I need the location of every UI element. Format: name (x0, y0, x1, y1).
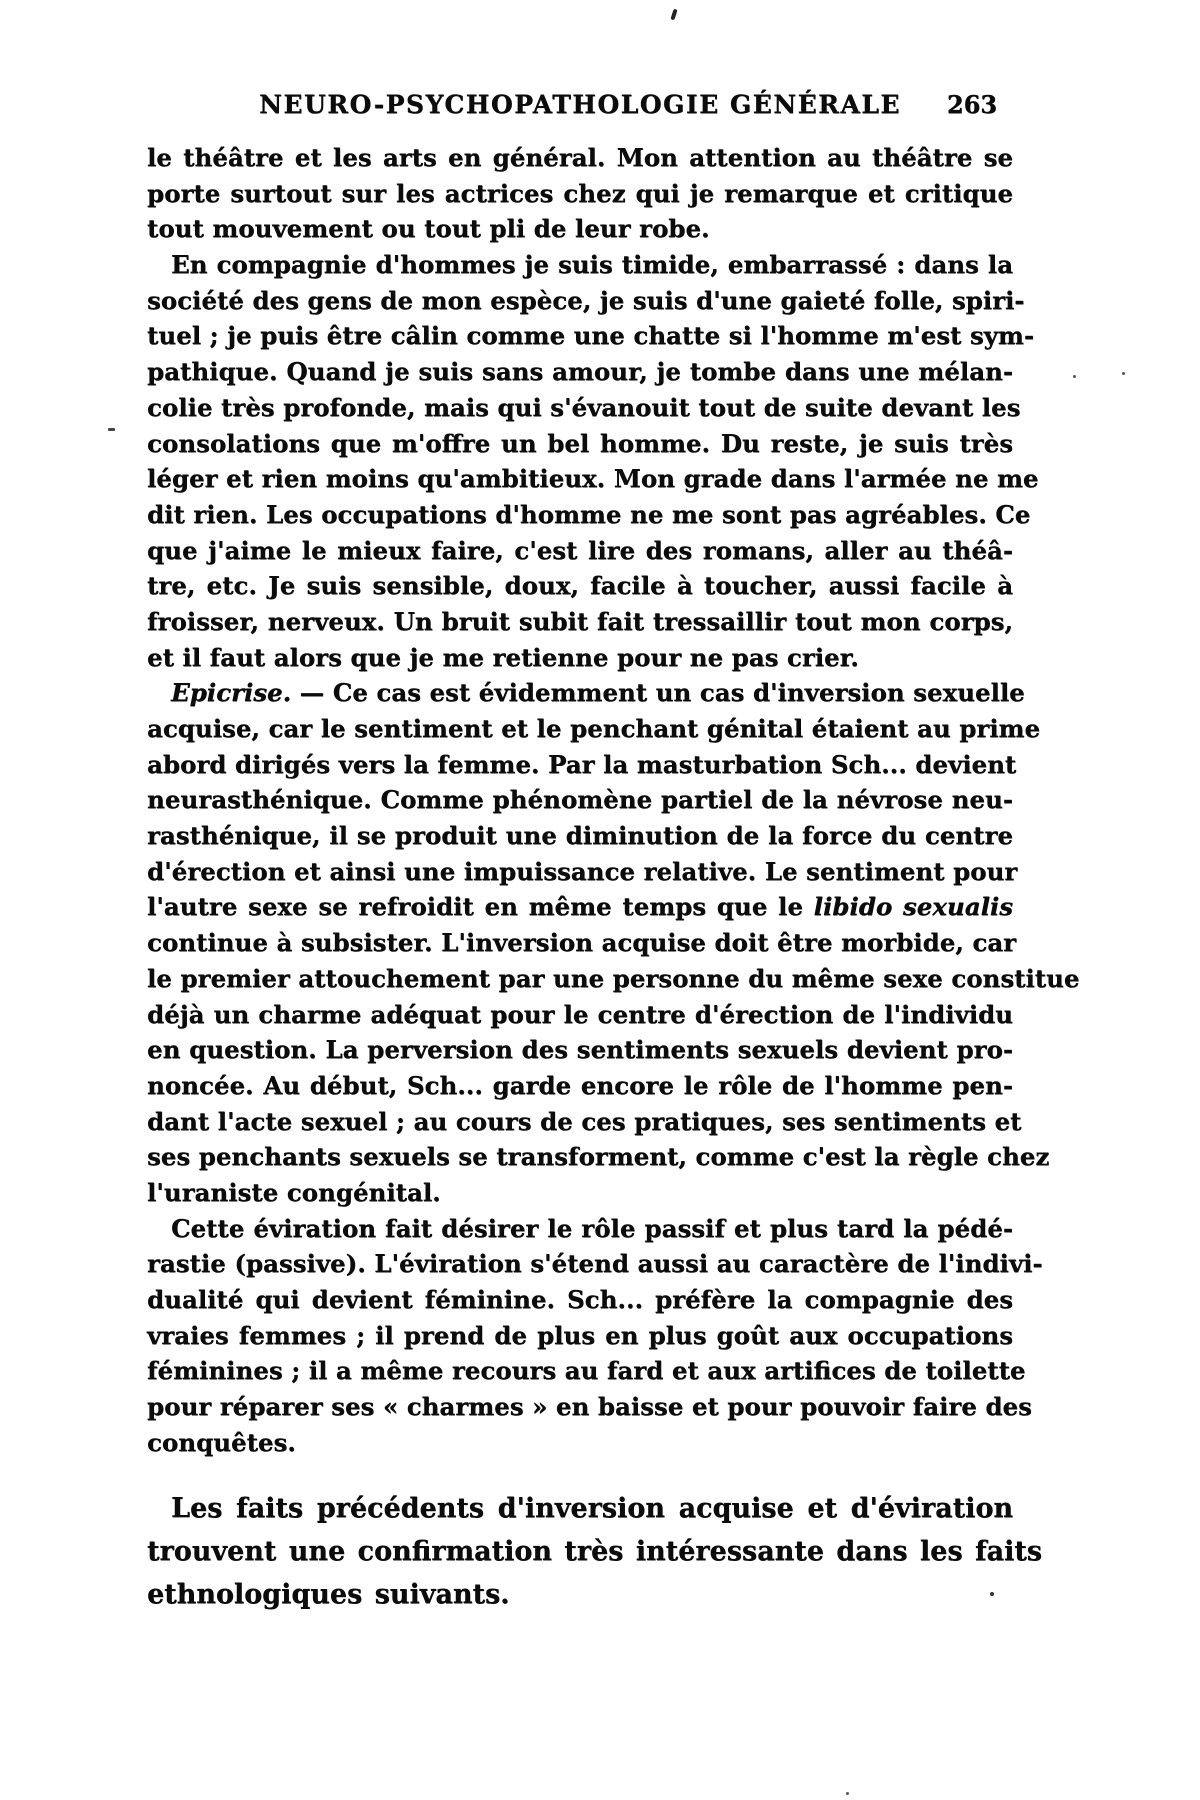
text-segment: société des gens de mon espèce, je suis d'une gaieté folle, spiri- (147, 285, 1025, 315)
text-segment: que j'aime le mieux faire, c'est lire des romans, aller au théâ- (147, 535, 1013, 565)
text-line (147, 925, 1017, 961)
text-segment: en question. La perversion des sentiments sexuels devient pro- (147, 1035, 1013, 1065)
text-segment: rasthénique, il se produit une diminution de la force du centre (147, 821, 1013, 851)
italic-text-segment: libido sexualis (813, 892, 1013, 922)
scan-speck (1073, 375, 1076, 378)
italic-text-segment: Epicrise. (171, 678, 292, 708)
paragraph (147, 1487, 1042, 1616)
text-line (147, 176, 1013, 212)
text-segment: abord dirigés vers la femme. Par la masturbation Sch... devient (147, 749, 1017, 779)
text-segment: tre, etc. Je suis sensible, doux, facile à toucher, aussi facile à (147, 571, 1013, 601)
scan-speck (846, 1792, 849, 1795)
text-segment: dant l'acte sexuel ; au cours de ces pratiques, ses sentiments et (147, 1106, 1022, 1136)
text-line (147, 854, 1018, 890)
text-segment: Les faits précédents d'inversion acquise et d'éviration (171, 1493, 1013, 1525)
text-segment: conquêtes. (147, 1427, 296, 1457)
running-header (147, 90, 1013, 122)
text-line (147, 390, 1021, 426)
text-line (147, 318, 1035, 354)
text-segment: acquise, car le sentiment et le penchant génital étaient au prime (147, 714, 1041, 743)
text-line (147, 1211, 1013, 1247)
running-header-title: NEURO-PSYCHOPATHOLOGIE GÉNÉRALE (259, 90, 901, 119)
text-line (147, 782, 1013, 818)
page-body (147, 140, 1080, 1616)
text-segment: léger et rien moins qu'ambitieux. Mon grade dans l'armée ne me (147, 464, 1039, 494)
text-line (147, 568, 1013, 604)
text-line (147, 1104, 1022, 1140)
text-segment: consolations que m'offre un bel homme. Du reste, je suis très (147, 428, 1013, 458)
text-line (147, 1032, 1013, 1068)
text-segment: féminines ; il a même recours au fard et aux artifices de toilette (147, 1356, 1026, 1386)
text-line (147, 818, 1013, 854)
text-line (147, 961, 1080, 997)
text-line (147, 247, 1013, 283)
text-line (147, 283, 1025, 319)
text-line (147, 211, 1013, 247)
text-segment: l'autre sexe se refroidit en même temps que le (147, 892, 814, 922)
text-segment: dit rien. Les occupations d'homme ne me sont pas agréables. Ce (147, 499, 1031, 529)
text-line (147, 997, 1013, 1033)
text-segment: dualité qui devient féminine. Sch... préfère la compagnie des (147, 1285, 1013, 1314)
text-segment: porte surtout sur les actrices chez qui je remarque et critique (147, 178, 1013, 208)
paragraph (147, 1211, 1043, 1461)
text-segment: — Ce cas est évidemment un cas d'inversion sexuelle (291, 678, 1025, 708)
text-line (147, 1139, 1050, 1175)
text-segment: et il faut alors que je me retienne pour ne pas crier. (147, 642, 859, 672)
text-line (147, 1246, 1043, 1282)
text-segment: trouvent une confirmation très intéressante dans les faits (147, 1536, 1042, 1568)
text-line (147, 604, 1013, 640)
text-line (147, 1389, 1032, 1425)
text-line (147, 461, 1039, 497)
text-segment: colie très profonde, mais qui s'évanouit tout de suite devant les (147, 392, 1021, 422)
text-segment: neurasthénique. Comme phénomène partiel de la névrose neu- (147, 785, 1013, 815)
text-line (147, 1318, 1013, 1354)
text-segment: pour réparer ses « charmes » en baisse et pour pouvoir faire des (147, 1392, 1032, 1422)
text-segment: le premier attouchement par une personne du même sexe constitue (147, 963, 1080, 993)
text-line (147, 1573, 1013, 1616)
text-segment: En compagnie d'hommes je suis timide, embarrassé : dans la (171, 250, 1013, 280)
text-line (147, 533, 1013, 569)
text-line (147, 1487, 1013, 1530)
scan-speck (1122, 372, 1125, 375)
text-line (147, 1425, 1013, 1461)
text-line (147, 426, 1013, 462)
text-line (147, 354, 1013, 390)
text-segment: noncée. Au début, Sch... garde encore le rôle de l'homme pen- (147, 1070, 1013, 1100)
text-line (147, 640, 1013, 676)
text-segment: ethnologiques suivants. (147, 1579, 510, 1611)
text-segment: continue à subsister. L'inversion acquise doit être morbide, car (147, 928, 1017, 958)
text-segment: le théâtre et les arts en général. Mon attention au théâtre se (147, 143, 1013, 172)
text-segment: ses penchants sexuels se transforment, comme c'est la règle chez (147, 1142, 1050, 1172)
paragraph (147, 247, 1039, 675)
paragraph (147, 140, 1013, 247)
text-line (147, 1282, 1013, 1318)
text-line (147, 747, 1017, 783)
text-segment: déjà un charme adéquat pour le centre d'érection de l'individu (147, 999, 1013, 1029)
scan-speck (108, 428, 115, 431)
page-number: 263 (946, 90, 997, 119)
scan-speck (670, 9, 677, 21)
text-line (147, 1530, 1042, 1573)
text-line (147, 889, 1013, 925)
scan-speck (990, 1592, 994, 1596)
text-line (147, 497, 1031, 533)
text-line (147, 140, 1013, 176)
text-segment: pathique. Quand je suis sans amour, je tombe dans une mélan- (147, 357, 1013, 387)
text-line (147, 711, 1041, 747)
text-segment: rastie (passive). L'éviration s'étend aussi au caractère de l'indivi- (147, 1249, 1043, 1279)
text-line (147, 1068, 1013, 1104)
text-line (147, 1353, 1026, 1389)
text-segment: d'érection et ainsi une impuissance relative. Le sentiment pour (147, 856, 1018, 886)
text-segment: tuel ; je puis être câlin comme une chatte si l'homme m'est sym- (147, 321, 1035, 351)
text-segment: Cette éviration fait désirer le rôle passif et plus tard la pédé- (171, 1213, 1013, 1243)
paragraph (147, 675, 1080, 1210)
text-segment: tout mouvement ou tout pli de leur robe. (147, 214, 710, 244)
text-segment: l'uraniste congénital. (147, 1177, 441, 1207)
text-line (147, 675, 1025, 711)
text-line (147, 1175, 1013, 1211)
text-segment: vraies femmes ; il prend de plus en plus goût aux occupations (147, 1320, 1013, 1350)
text-segment: froisser, nerveux. Un bruit subit fait tressaillir tout mon corps, (147, 606, 1013, 636)
